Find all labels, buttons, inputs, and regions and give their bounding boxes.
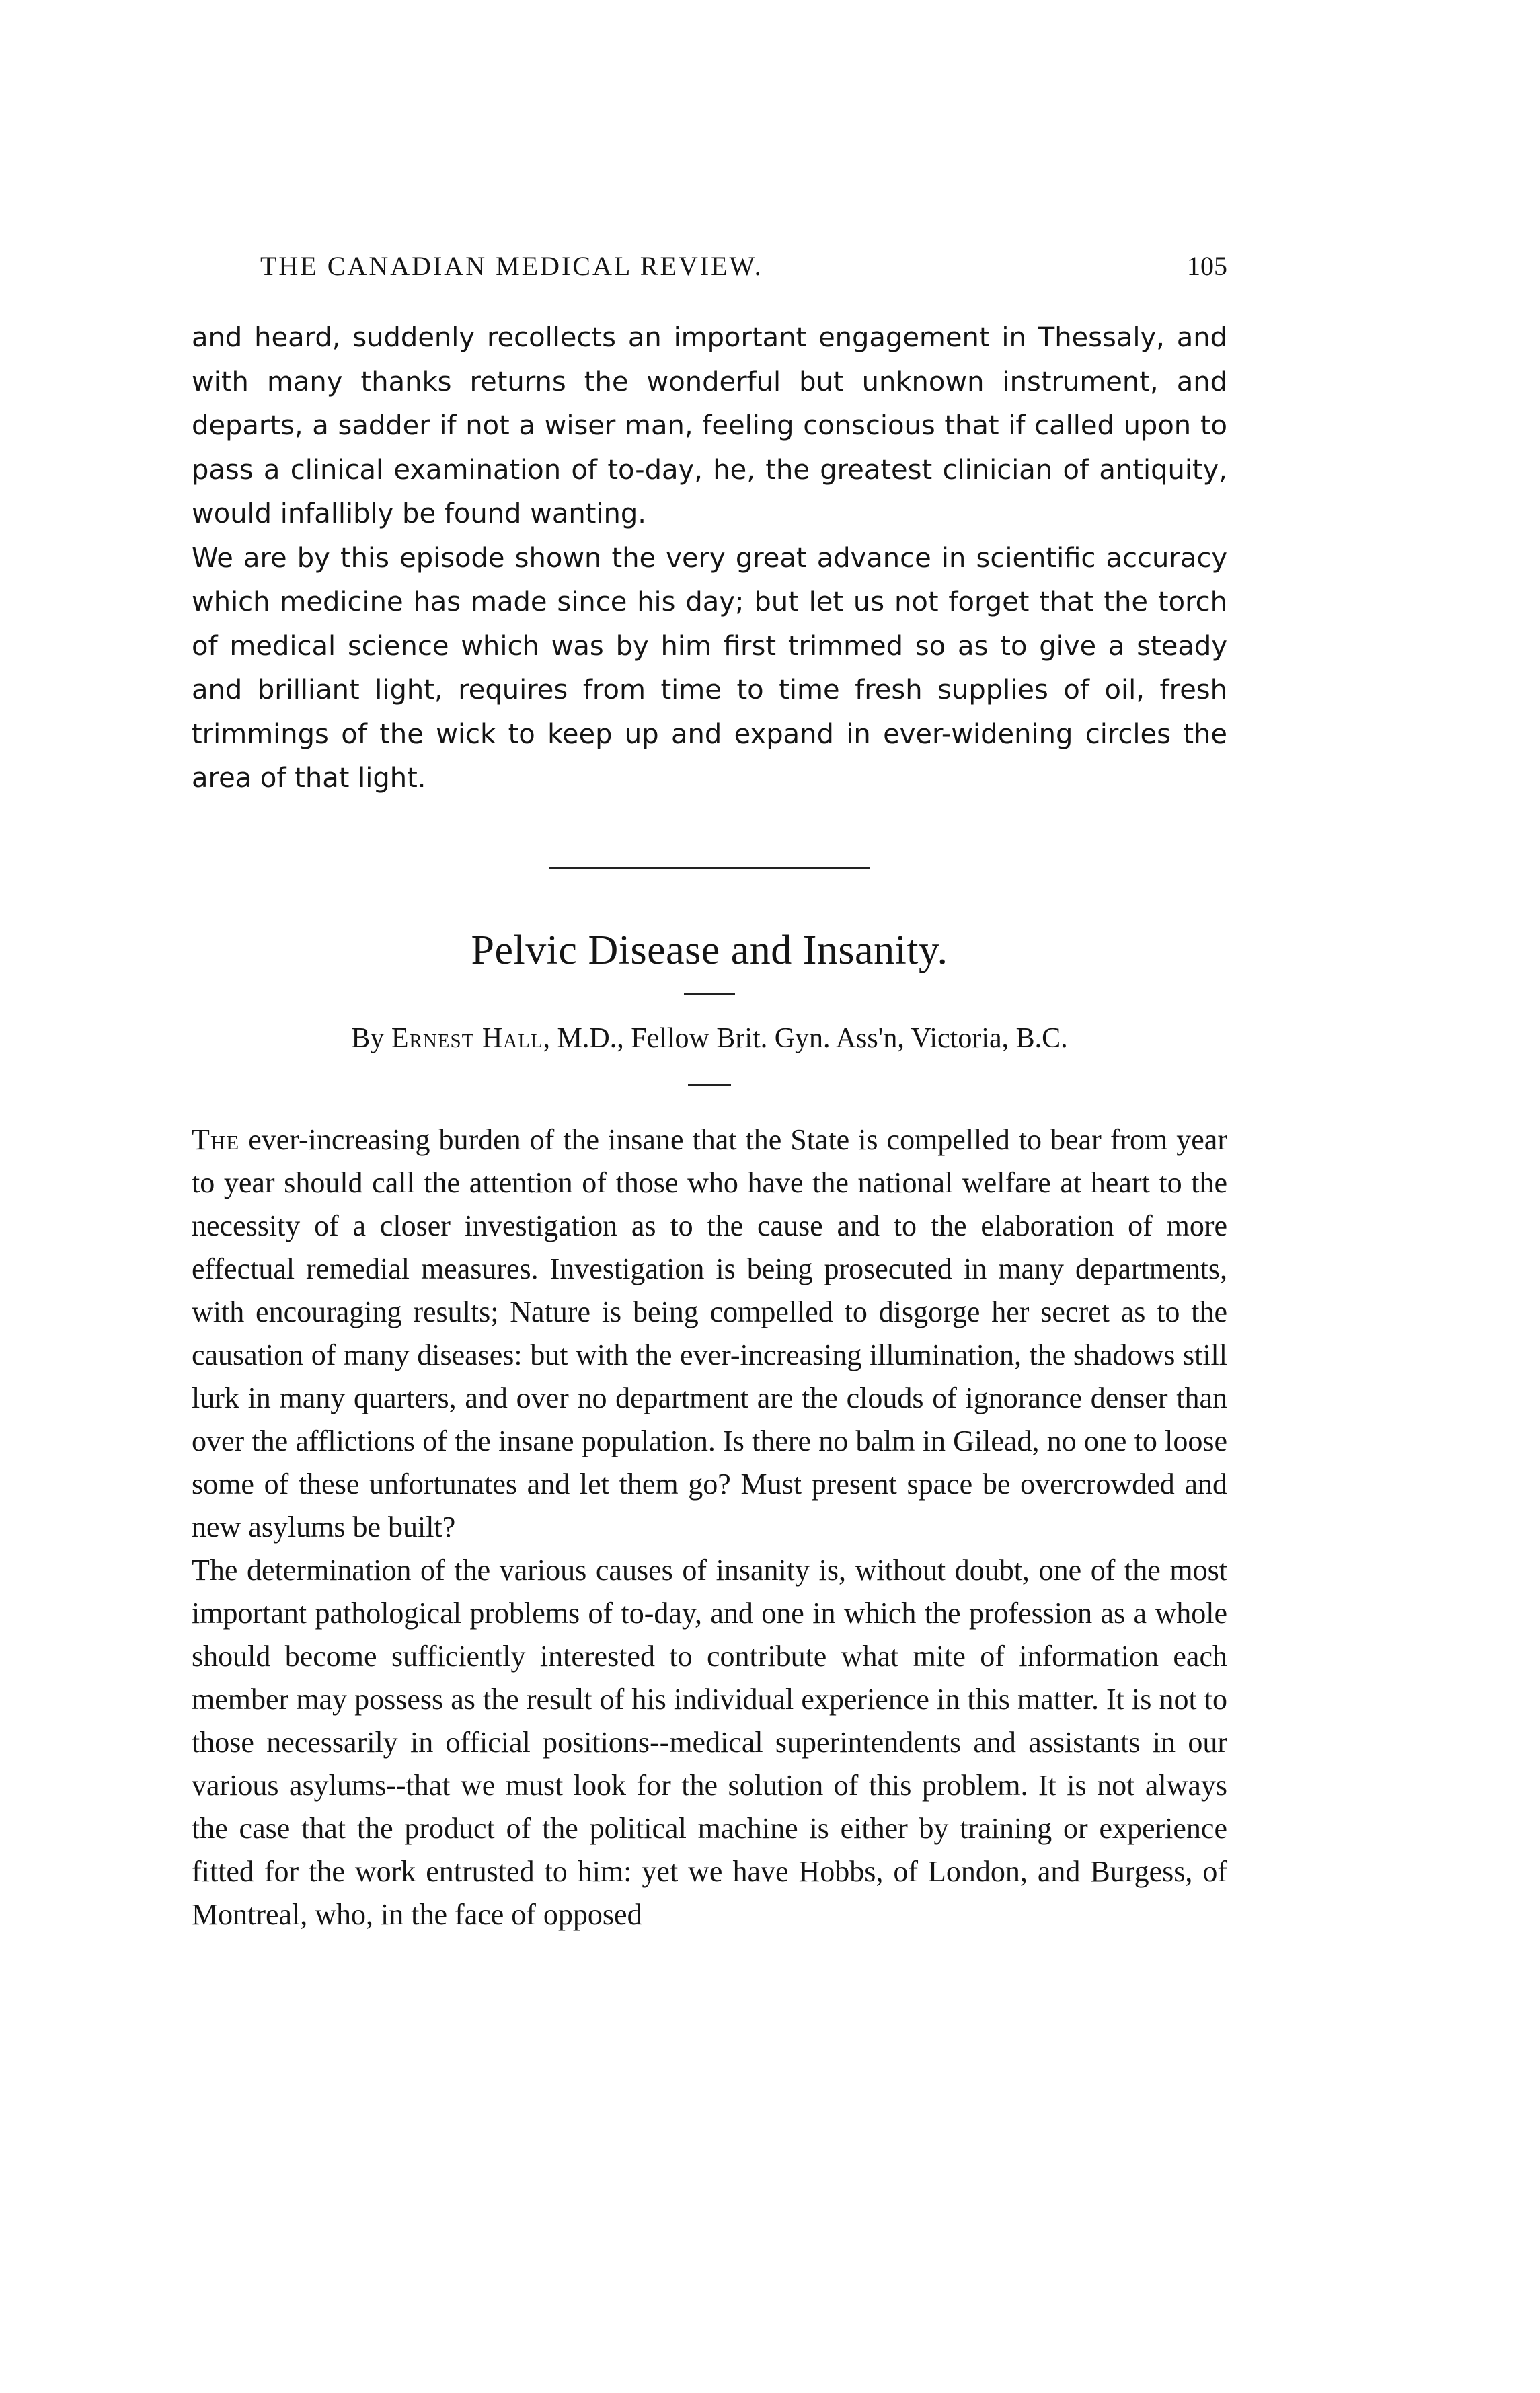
author-name: Ernest Hall: [391, 1022, 543, 1054]
paragraph: The determination of the various causes of insanity is, without doubt, one of the most important pathological problems of to-day, and one in which the profession as a whole should become sufficiently interested to contribute what mite of information each member may possess as the result of his individual experience in this matter. It is not to those necessarily in official positions--medical superintendents and assistants in our various asylums--that we must look for the solution of this problem. It is not always the case that the product of the political machine is either by training or experience fitted for the work entrusted to him: yet we have Hobbs, of London, and Burgess, of Montreal, who, in the face of opposed: [192, 1553, 1227, 1931]
byline: [192, 1022, 1227, 1055]
author-credentials: , M.D., Fellow Brit. Gyn. Ass'n, Victoria, B.C.: [543, 1022, 1068, 1054]
paragraph: [192, 1118, 1227, 1549]
paragraph: and heard, suddenly recollects an important engagement in Thessaly, and with many thanks returns the wonderful but unknown instrument, and departs, a sadder if not a wiser man, feeling conscious that if called upon to pass a clinical examination of to-day, he, the greatest clinician of antiquity, would infallibly be found wanting.: [192, 322, 1227, 529]
document-page: [192, 250, 1227, 1936]
continued-text: [192, 316, 1227, 801]
article-body: [192, 1118, 1227, 1936]
running-header: [192, 250, 1227, 288]
page-number: 105: [1187, 251, 1227, 281]
section-divider: [549, 867, 870, 869]
paragraph: We are by this episode shown the very great advance in scientific accuracy which medicine has made since his day; but let us not forget that the torch of medical science which was by him first trimmed so as to give a steady and brilliant light, requires from time to time fresh supplies of oil, fresh trimmings of the wick to keep up and expand in ever-widening circles the area of that light.: [192, 542, 1227, 794]
paragraph-text: ever-increasing burden of the insane that the State is compelled to bear from year to year should call the attention of those who have the national welfare at heart to the necessity of a closer investigation as to the cause and to the elaboration of more effectual remedial measures. Investigation is being prosecuted in many departments, with encouraging results; Nature is being compelled to disgorge her secret as to the causation of many diseases: but with the ever-increasing illumination, the shadows still lurk in many quarters, and over no department are the clouds of ignorance denser than over the afflictions of the insane population. Is there no balm in Gilead, no one to loose some of these unfortunates and let them go? Must present space be overcrowded and new asylums be built?: [192, 1123, 1227, 1544]
byline-rule: [688, 1084, 731, 1086]
title-rule: [684, 993, 735, 995]
opening-word: The: [192, 1123, 240, 1156]
journal-title: THE CANADIAN MEDICAL REVIEW.: [260, 251, 763, 281]
article-title: Pelvic Disease and Insanity.: [471, 927, 948, 973]
byline-prefix: By: [351, 1022, 385, 1054]
